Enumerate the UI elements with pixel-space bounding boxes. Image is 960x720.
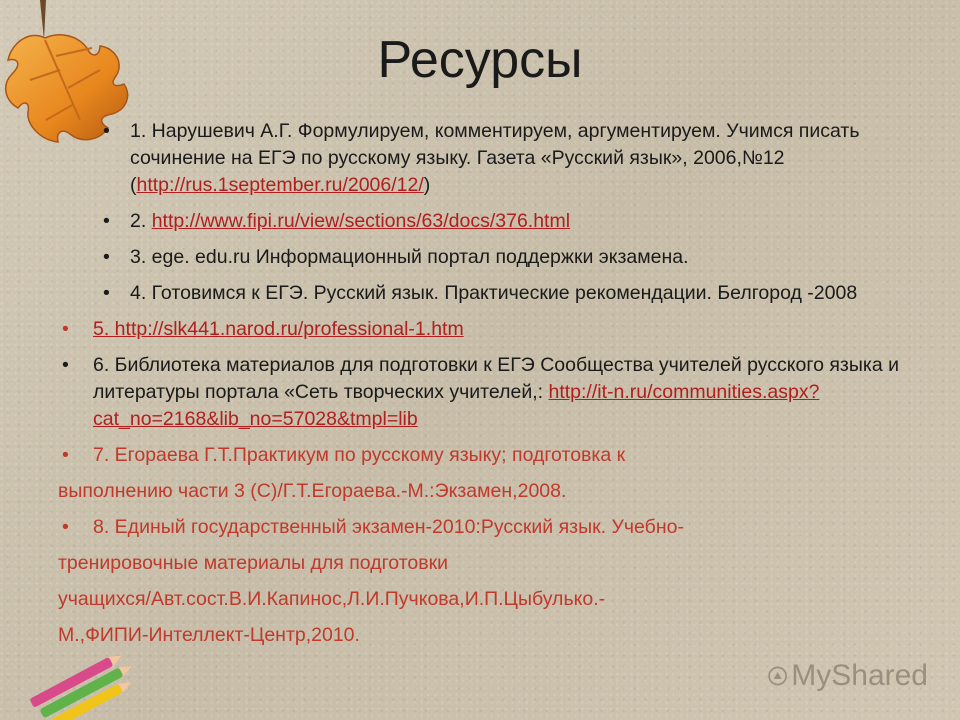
item-continuation: тренировочные материалы для подготовки	[58, 552, 449, 574]
crayons-icon	[20, 648, 140, 720]
list-item	[58, 244, 920, 271]
resource-link[interactable]: http://it-n.ru/communities.aspx?cat_no=2168&lib_no=57028&tmpl=lib	[93, 381, 820, 430]
item-continuation: учащихся/Авт.сост.В.И.Капинос,Л.И.Пучкова,И.П.Цыбулько.-	[58, 588, 606, 610]
bullet: •	[62, 516, 69, 538]
item-continuation: выполнению части 3 (С)/Г.Т.Егораева.-М.:Экзамен,2008.	[58, 480, 567, 502]
item-text-end: )	[423, 174, 431, 196]
bullet: •	[103, 282, 110, 304]
item-text: 3. ege. edu.ru Информационный портал поддержки экзамена.	[130, 246, 689, 268]
resource-link[interactable]: 5. http://slk441.narod.ru/professional-1.htm	[93, 318, 464, 340]
slide-title: Ресурсы	[377, 31, 583, 89]
item-text: 1. Нарушевич А.Г. Формулируем, комментируем, аргументируем. Учимся писать сочинение на ЕГЭ по русскому языку. Газета «Русский язык», 2006,№12 (	[130, 120, 860, 196]
bullet: •	[62, 444, 69, 466]
item-text: 8. Единый государственный экзамен-2010:Русский язык. Учебно-	[93, 516, 684, 538]
item-text: 4. Готовимся к ЕГЭ. Русский язык. Практические рекомендации. Белгород -2008	[130, 282, 858, 304]
bullet: •	[62, 354, 69, 376]
list-item	[58, 316, 920, 343]
list-item	[58, 514, 920, 541]
resources-list	[58, 118, 920, 658]
myshared-watermark	[768, 656, 928, 696]
item-text: 7. Егораева Г.Т.Практикум по русскому языку; подготовка к	[93, 444, 626, 466]
list-item	[58, 352, 920, 433]
item-text: 2.	[130, 210, 152, 232]
resource-link[interactable]: http://www.fipi.ru/view/sections/63/docs/376.html	[151, 210, 571, 232]
bullet: •	[103, 210, 110, 232]
list-item	[58, 280, 920, 307]
item-text: 6. Библиотека материалов для подготовки к ЕГЭ Сообщества учителей русского языка и литературы портала «Сеть творческих учителей,:	[93, 354, 899, 403]
bullet: •	[103, 246, 110, 268]
item-continuation: М.,ФИПИ-Интеллект-Центр,2010.	[58, 624, 360, 646]
list-item	[58, 442, 920, 469]
resource-link[interactable]: http://rus.1september.ru/2006/12/	[136, 174, 424, 196]
bullet: •	[103, 120, 110, 142]
list-item	[58, 118, 920, 199]
watermark-text: MyShared	[791, 659, 928, 692]
list-item	[58, 208, 920, 235]
bullet: •	[62, 318, 69, 340]
myshared-logo-icon	[768, 659, 787, 693]
